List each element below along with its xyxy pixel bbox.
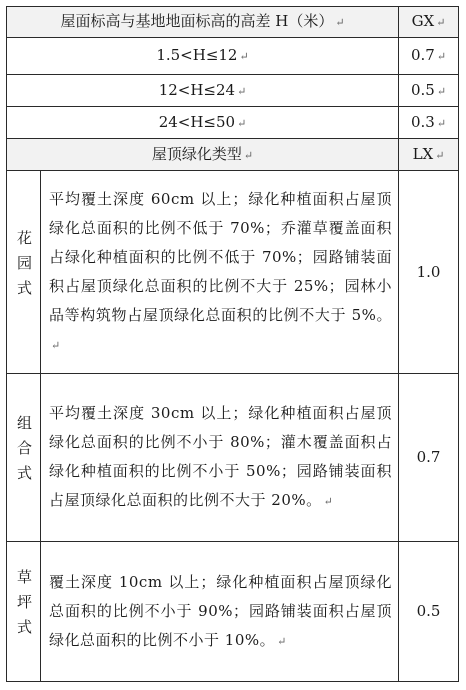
lx-value: 1.0	[416, 262, 441, 281]
lx-header-cell	[399, 139, 459, 171]
type-header-cell	[7, 139, 399, 171]
lx-value: 0.7	[416, 448, 441, 466]
paragraph-mark-icon: ↵	[436, 84, 447, 98]
lx-value-cell	[399, 542, 459, 682]
type-name-cell	[7, 171, 41, 374]
type-description-cell	[41, 542, 399, 682]
type-name-cell	[7, 374, 41, 542]
paragraph-mark-icon: ↵	[436, 116, 447, 130]
height-range: 1.5<H≤12	[156, 46, 238, 64]
height-range-cell	[7, 38, 399, 75]
height-row	[7, 107, 459, 139]
type-row-garden	[7, 171, 459, 374]
type-description-cell	[41, 374, 399, 542]
height-header-label: 屋面标高与基地地面标高的高差 H（米）	[60, 12, 334, 30]
gx-value: 0.7	[410, 46, 435, 64]
type-name-cell	[7, 542, 41, 682]
paragraph-mark-icon: ↵	[239, 50, 249, 63]
paragraph-mark-icon: ↵	[436, 50, 447, 63]
lx-value: 0.5	[416, 602, 441, 620]
gx-value-cell	[399, 38, 459, 75]
lx-header-label: LX	[412, 144, 434, 163]
gx-header-cell	[399, 7, 459, 38]
gx-header-label: GX	[411, 12, 435, 30]
paragraph-mark-icon: ↵	[436, 16, 446, 29]
gx-value-cell	[399, 75, 459, 107]
type-description: 平均覆土深度 30cm 以上；绿化种植面积占屋顶绿化总面积的比例不小于 80%；灌木覆盖面积占绿化种植面积的比例不小于 50%；园路铺装面积占屋顶绿化总面积的比例不大于 20%。	[49, 404, 393, 509]
height-range: 12<H≤24	[158, 80, 236, 99]
height-range-cell	[7, 75, 399, 107]
type-name: 花园式	[15, 229, 33, 305]
height-range: 24<H≤50	[158, 112, 236, 131]
type-description-cell	[41, 171, 399, 374]
type-description: 覆土深度 10cm 以上；绿化种植面积占屋顶绿化总面积的比例不小于 90%；园路铺装面积占屋顶绿化总面积的比例不小于 10%。	[49, 572, 393, 649]
type-name: 草坪式	[15, 569, 33, 644]
paragraph-mark-icon: ↵	[243, 148, 254, 162]
lx-value-cell	[399, 374, 459, 542]
type-row-lawn	[7, 542, 459, 682]
height-header-cell	[7, 7, 399, 38]
gx-value: 0.5	[410, 80, 435, 99]
height-range-cell	[7, 107, 399, 139]
height-row	[7, 75, 459, 107]
paragraph-mark-icon: ↵	[335, 16, 345, 29]
height-header-row	[7, 7, 459, 38]
type-row-combined	[7, 374, 459, 542]
paragraph-mark-icon: ↵	[237, 84, 247, 98]
paragraph-mark-icon: ↵	[323, 495, 334, 508]
type-header-row	[7, 139, 459, 171]
gx-value-cell	[399, 107, 459, 139]
paragraph-mark-icon: ↵	[435, 148, 445, 162]
type-description: 平均覆土深度 60cm 以上；绿化种植面积占屋顶绿化总面积的比例不低于 70%；乔灌草覆盖面积占绿化种植面积的比例不低于 70%；园路铺装面积占屋顶绿化总面积的比例不大于 25%；园林小品等构筑物占屋顶绿化总面积的比例不大于 5%。	[49, 189, 393, 324]
roof-greening-table	[6, 6, 459, 682]
height-row	[7, 38, 459, 75]
paragraph-mark-icon: ↵	[237, 116, 247, 130]
gx-value: 0.3	[410, 112, 435, 131]
lx-value-cell	[399, 171, 459, 374]
type-header-label: 屋顶绿化类型	[151, 144, 242, 163]
paragraph-mark-icon: ↵	[51, 338, 61, 352]
type-name: 组合式	[15, 415, 33, 490]
paragraph-mark-icon: ↵	[277, 634, 287, 648]
